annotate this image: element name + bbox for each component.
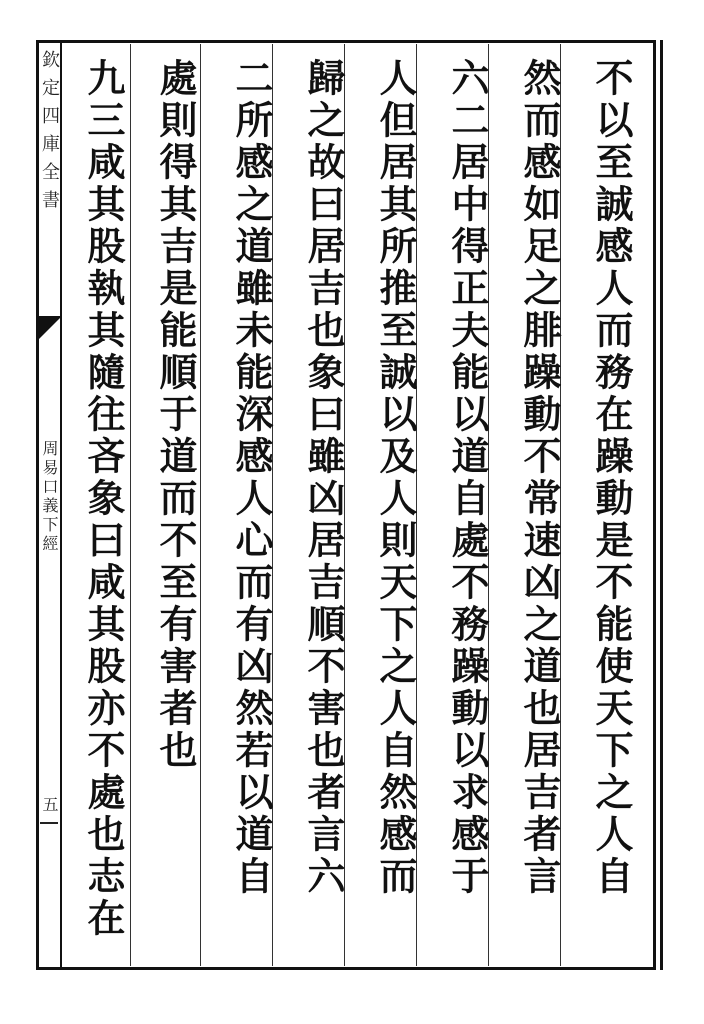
fishtail-mark-icon (38, 318, 60, 340)
text-column-8: 九三咸其股執其隨往吝象曰咸其股亦不處也志在 (81, 58, 126, 940)
text-column-1: 不以至誠感人而務在躁動是不能使天下之人自 (589, 58, 634, 898)
page-border (36, 40, 656, 970)
column-rule (130, 44, 131, 966)
margin-spine-rule (60, 40, 62, 970)
text-column-2: 然而感如足之腓躁動不常速凶之道也居吉者言 (517, 58, 562, 898)
text-column-5: 歸之故曰居吉也象曰雖凶居吉順不害也者言六 (301, 58, 346, 898)
margin-folio-number: 五 (40, 796, 59, 812)
text-column-4: 人但居其所推至誠以及人則天下之人自然感而 (373, 58, 418, 898)
folio-rule (40, 822, 58, 824)
margin-book-title: 周易口義下經 (40, 440, 59, 554)
text-column-6: 二所感之道雖未能深感人心而有凶然若以道自 (229, 58, 274, 898)
text-column-7: 處則得其吉是能順于道而不至有害者也 (153, 58, 198, 772)
page-border-right (660, 40, 663, 970)
margin-book-series-title: 欽定四庫全書 (39, 50, 60, 218)
column-rule (200, 44, 201, 966)
text-column-3: 六二居中得正夫能以道自處不務躁動以求感于 (445, 58, 490, 898)
